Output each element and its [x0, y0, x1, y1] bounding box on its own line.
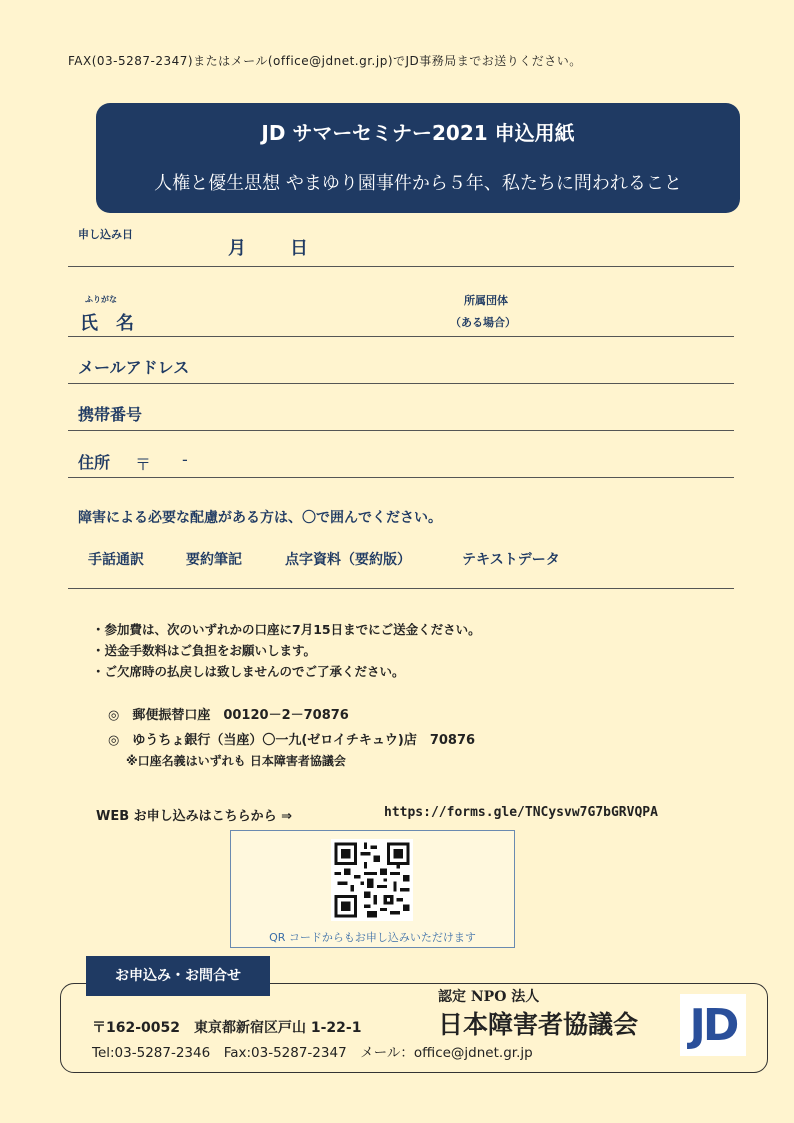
account-name-note: ※口座名義はいずれも 日本障害者協議会 [126, 754, 346, 768]
postal-dash: - [182, 450, 188, 469]
month-label: 月 [228, 238, 246, 259]
web-url-link[interactable]: https://forms.gle/TNCysvw7G7bGRVQPA [384, 805, 658, 820]
bank-account: ◎ ゆうちょ銀行（当座）〇一九(ゼロイチキュウ)店 70876 [108, 733, 476, 748]
org-label: 所属団体 [464, 294, 508, 307]
email-field-line[interactable] [68, 383, 734, 384]
address-label: 住所 [78, 453, 111, 472]
contact-tag: お申込み・お問合せ [86, 956, 270, 996]
jd-logo: JD [680, 994, 746, 1056]
qr-caption: QR コードからもお申し込みいただけます [269, 931, 476, 944]
option-text-data[interactable]: テキストデータ [462, 552, 560, 568]
org-name: 日本障害者協議会 [438, 1010, 639, 1039]
section-divider [68, 588, 734, 589]
page-subtitle: 人権と優生思想 やまゆり園事件から５年、私たちに問われること [154, 173, 682, 194]
option-sign-language[interactable]: 手話通訳 [88, 552, 144, 568]
qr-box [230, 830, 515, 948]
qr-code-image[interactable] [331, 839, 413, 921]
title-banner [96, 103, 740, 213]
date-field-line[interactable] [68, 266, 734, 267]
name-field-line[interactable] [68, 336, 734, 337]
email-label: メールアドレス [78, 358, 190, 377]
furigana-label: ふりがな [85, 295, 117, 304]
option-summary-writing[interactable]: 要約筆記 [186, 552, 242, 568]
org-note: （ある場合） [450, 316, 516, 329]
contact-address: 〒162-0052 東京都新宿区戸山 1-22-1 [92, 1020, 362, 1036]
date-label: 申し込み日 [78, 228, 133, 241]
payment-note: ・ご欠席時の払戻しは致しませんのでご了承ください。 [92, 664, 405, 679]
payment-note: ・参加費は、次のいずれかの口座に7月15日までにご送金ください。 [92, 622, 481, 637]
page-title: JD サマーセミナー2021 申込用紙 [261, 121, 575, 145]
address-field-line[interactable] [68, 477, 734, 478]
day-label: 日 [290, 238, 308, 259]
web-label: WEB お申し込みはこちらから ⇒ [96, 809, 293, 824]
org-type: 認定 NPO 法人 [438, 989, 540, 1005]
mobile-field-line[interactable] [68, 430, 734, 431]
name-label: 氏 名 [80, 313, 134, 334]
mobile-label: 携帯番号 [78, 405, 143, 424]
contact-phones: Tel:03-5287-2346 Fax:03-5287-2347 メール：office@jdnet.gr.jp [92, 1045, 533, 1061]
accommodation-prompt: 障害による必要な配慮がある方は、〇で囲んでください。 [78, 510, 442, 526]
option-braille[interactable]: 点字資料（要約版） [285, 552, 411, 568]
postal-mark: 〒 [135, 455, 152, 474]
payment-note: ・送金手数料はご負担をお願いします。 [92, 643, 317, 658]
instruction-text: FAX(03-5287-2347)またはメール(office@jdnet.gr.jp)でJD事務局までお送りください。 [68, 54, 582, 68]
postal-account: ◎ 郵便振替口座 00120－2－70876 [108, 708, 349, 723]
